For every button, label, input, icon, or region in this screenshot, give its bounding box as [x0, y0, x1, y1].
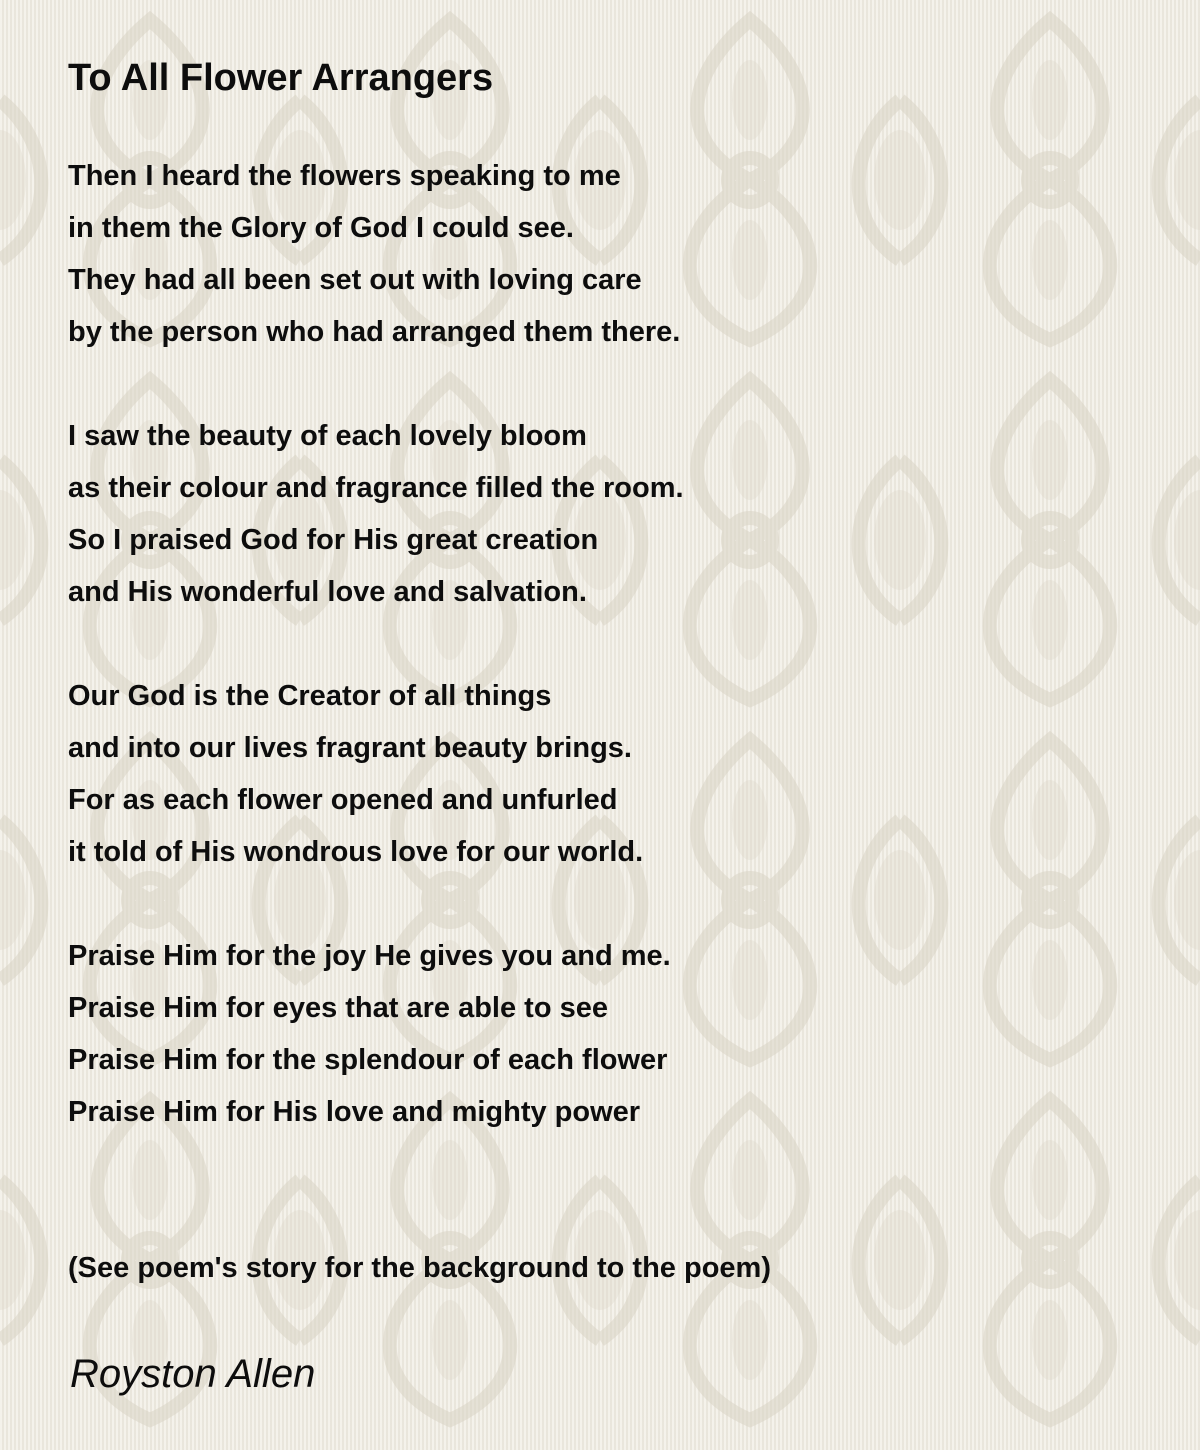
poem-story-note: (See poem's story for the background to the poem) [68, 1252, 771, 1284]
poem-title: To All Flower Arrangers [68, 57, 494, 99]
poem-line: as their colour and fragrance filled the room. [68, 472, 684, 504]
poem-author: Royston Allen [70, 1352, 316, 1396]
poem-line: I saw the beauty of each lovely bloom [68, 420, 587, 452]
poem-line: by the person who had arranged them there. [68, 316, 681, 348]
poem-line: Praise Him for His love and mighty power [68, 1096, 641, 1128]
poem-line: Praise Him for the splendour of each flower [68, 1044, 668, 1076]
stanza-3 [68, 670, 684, 878]
poem-line: For as each flower opened and unfurled [68, 784, 618, 816]
stanza-1 [68, 150, 684, 358]
poem-line: Praise Him for eyes that are able to see [68, 992, 608, 1024]
poem-line: and into our lives fragrant beauty brings. [68, 732, 632, 764]
poem-line: it told of His wondrous love for our world. [68, 836, 644, 868]
poem-body [68, 150, 684, 1190]
stanza-2 [68, 410, 684, 618]
stanza-4 [68, 930, 684, 1138]
poem-line: Our God is the Creator of all things [68, 680, 552, 712]
poem-line: So I praised God for His great creation [68, 524, 599, 556]
poem-line: and His wonderful love and salvation. [68, 576, 587, 608]
poem-line: in them the Glory of God I could see. [68, 212, 574, 244]
poem-line: Praise Him for the joy He gives you and me. [68, 940, 671, 972]
poem-line: They had all been set out with loving care [68, 264, 642, 296]
poem-line: Then I heard the flowers speaking to me [68, 160, 621, 192]
